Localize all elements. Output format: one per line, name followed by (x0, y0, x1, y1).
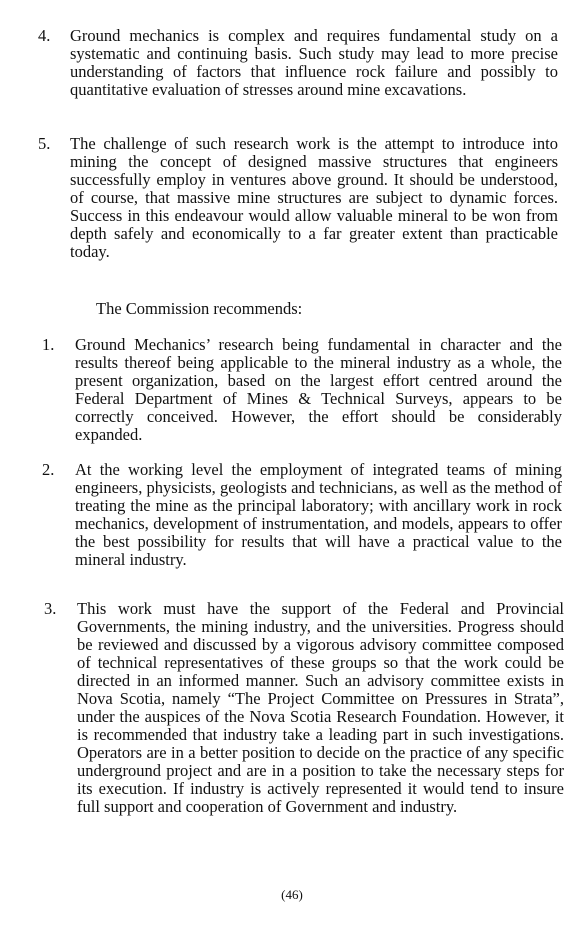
recommendation-2 (42, 461, 562, 569)
item-number: 2. (42, 460, 55, 479)
item-number: 5. (38, 134, 51, 153)
item-text: At the working level the employment of integrated teams of mining engineers, physicists, geologists and technicians, as well as the method of treating the mine as the principal laboratory; with ancillary work in rock mechanics, development of instrumentation, and models, appears to offer the best possibility for results that will have a practical value to the mineral industry. (75, 460, 562, 569)
list-item-5 (38, 135, 558, 261)
recommendation-3 (44, 600, 564, 816)
item-text: Ground mechanics is complex and requires fundamental study on a systematic and continuing basis. Such study may lead to more precise understanding of factors that influence rock failure and possibly to quantitative evaluation of stresses around mine excavations. (70, 26, 558, 99)
item-text: Ground Mechanics’ research being fundamental in character and the results thereof being applicable to the mineral industry as a whole, the present organization, based on the largest effort centred around the Federal Department of Mines & Technical Surveys, appears to be correctly conceived. However, the effort should be considerably expanded. (75, 335, 562, 444)
list-item-4 (38, 27, 558, 99)
item-text: The challenge of such research work is the attempt to introduce into mining the concept of designed massive structures that engineers successfully employ in ventures above ground. It should be understood, of course, that massive mine structures are subject to dynamic forces. Success in this endeavour would allow valuable mineral to be won from depth safely and economically to a far greater extent than practicable today. (70, 134, 558, 261)
item-number: 3. (44, 599, 57, 618)
recommendation-1 (42, 336, 562, 444)
item-text: This work must have the support of the Federal and Provincial Governments, the mining industry, and the universities. Progress should be reviewed and discussed by a vigorous advisory committee composed of technical representatives of these groups so that the work could be directed in an informed manner. Such an advisory committee exists in Nova Scotia, namely “The Project Committee on Pressures in Strata”, under the auspices of the Nova Scotia Research Foundation. However, it is recommended that industry take a leading part in such investigations. Operators are in a better position to decide on the practice of any specific underground project and are in a position to take the necessary steps for its execution. If industry is actively represented it would tend to insure full support and cooperation of Government and industry. (77, 599, 564, 816)
item-number: 4. (38, 26, 51, 45)
recommendations-heading: The Commission recommends: (96, 299, 303, 318)
item-number: 1. (42, 335, 55, 354)
page-number: (46) (281, 887, 303, 902)
